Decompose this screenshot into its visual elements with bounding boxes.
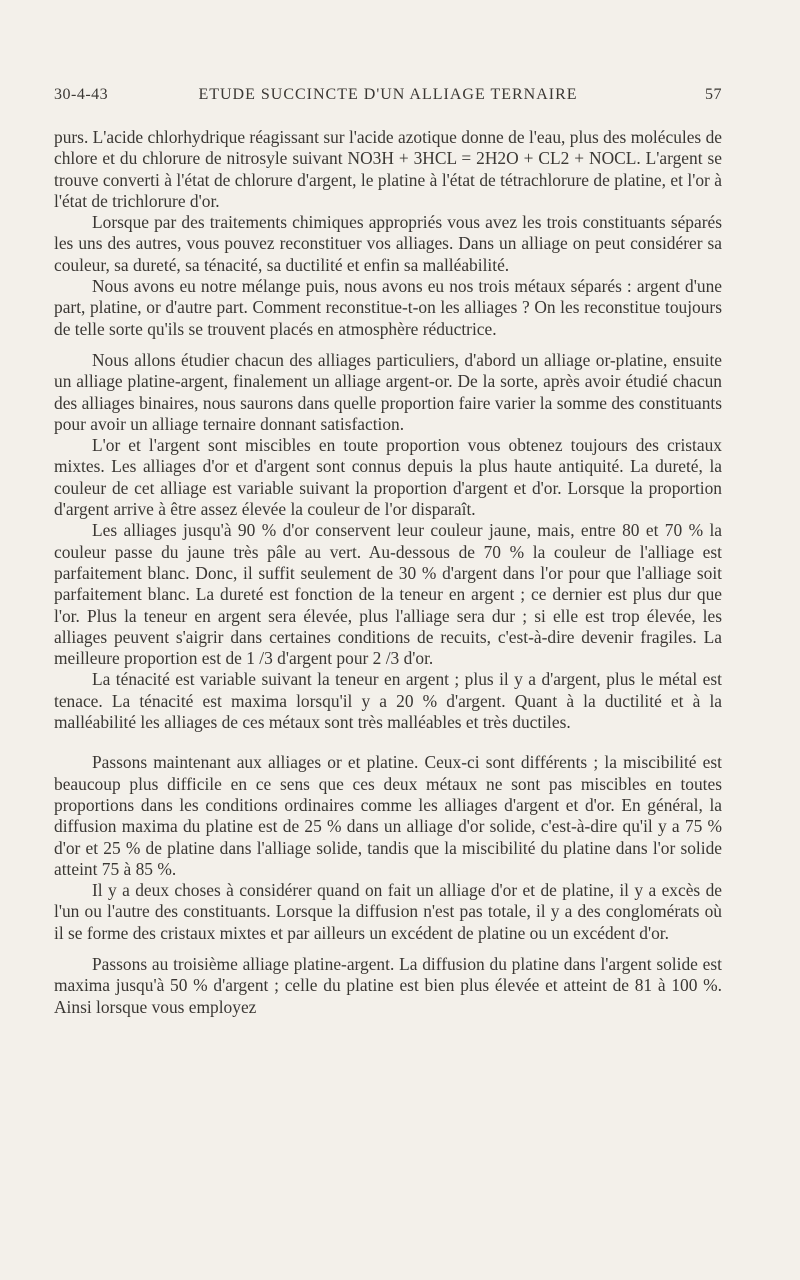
page-body — [54, 127, 722, 1018]
paragraph-8: Passons maintenant aux alliages or et platine. Ceux-ci sont différents ; la miscibilité est beaucoup plus difficile en ce sens que ces deux métaux ne sont pas miscibles en toutes proportions dans les conditions ordinaires comme les alliages d'argent et d'or. En général, la diffusion maxima du platine est de 25 % dans un alliage d'or solide, c'est-à-dire qu'il y a 75 % d'or et 25 % de platine dans l'alliage solide, tandis que la miscibilité du platine dans l'or solide atteint 75 à 85 %. — [54, 752, 722, 879]
page-number: 57 — [705, 86, 722, 103]
header-date: 30-4-43 — [54, 86, 109, 103]
running-header — [54, 86, 722, 110]
paragraph-5: L'or et l'argent sont miscibles en toute proportion vous obtenez toujours des cristaux mixtes. Les alliages d'or et d'argent sont connus depuis la plus haute antiquité. La dureté, la couleur de cet alliage est variable suivant la proportion d'argent et d'or. Lorsque la proportion d'argent arrive à être assez élevée la couleur de l'or disparaît. — [54, 435, 722, 520]
header-title: ETUDE SUCCINCTE D'UN ALLIAGE TERNAIRE — [198, 86, 578, 103]
paragraph-2: Lorsque par des traitements chimiques appropriés vous avez les trois constituants séparés les uns des autres, vous pouvez reconstituer vos alliages. Dans un alliage on peut considérer sa couleur, sa dureté, sa ténacité, sa ductilité et enfin sa malléabilité. — [54, 212, 722, 275]
paragraph-4: Nous allons étudier chacun des alliages particuliers, d'abord un alliage or-platine, ensuite un alliage platine-argent, finalement un alliage argent-or. De la sorte, après avoir étudié chacun des alliages binaires, nous saurons dans quelle proportion faire varier la somme des constituants pour avoir un alliage ternaire donnant satisfaction. — [54, 349, 722, 434]
paragraph-10: Passons au troisième alliage platine-argent. La diffusion du platine dans l'argent solide est maxima jusqu'à 50 % d'argent ; celle du platine est bien plus élevée et atteint de 81 à 100 %. Ainsi lorsque vous employez — [54, 953, 722, 1017]
paragraph-1: purs. L'acide chlorhydrique réagissant sur l'acide azotique donne de l'eau, plus des molécules de chlore et du chlorure de nitrosyle suivant NO3H + 3HCL = 2H2O + CL2 + NOCL. L'argent se trouve converti à l'état de chlorure d'argent, le platine à l'état de tétrachlorure de platine, et l'or à l'état de trichlorure d'or. — [54, 127, 722, 211]
paragraph-9: Il y a deux choses à considérer quand on fait un alliage d'or et de platine, il y a excès de l'un ou l'autre des constituants. Lorsque la diffusion n'est pas totale, il y a des conglomérats où il se forme des cristaux mixtes et par ailleurs un excédent de platine ou un excédent d'or. — [54, 880, 722, 943]
paragraph-7: La ténacité est variable suivant la teneur en argent ; plus il y a d'argent, plus le métal est tenace. La ténacité est maxima lorsqu'il y a 20 % d'argent. Quant à la ductilité et à la malléabilité les alliages de ces métaux sont très malléables et très ductiles. — [54, 669, 722, 733]
paragraph-6: Les alliages jusqu'à 90 % d'or conservent leur couleur jaune, mais, entre 80 et 70 % la couleur passe du jaune très pâle au vert. Au-dessous de 70 % la couleur de l'alliage est parfaitement blanc. Donc, il suffit seulement de 30 % d'argent dans l'or pour que l'alliage soit parfaitement blanc. La dureté est fonction de la teneur en argent ; ce dernier est plus dur que l'or. Plus la teneur en argent sera élevée, plus l'alliage sera dur ; si elle est trop élevée, les alliages peuvent s'aigrir dans certaines conditions de recuits, c'est-à-dire devenir fragiles. La meilleure proportion est de 1 /3 d'argent pour 2 /3 d'or. — [54, 520, 722, 669]
paragraph-3: Nous avons eu notre mélange puis, nous avons eu nos trois métaux séparés : argent d'une part, platine, or d'autre part. Comment reconstitue-t-on les alliages ? On les reconstitue toujours de telle sorte qu'ils se trouvent placés en atmosphère réductrice. — [54, 276, 722, 339]
